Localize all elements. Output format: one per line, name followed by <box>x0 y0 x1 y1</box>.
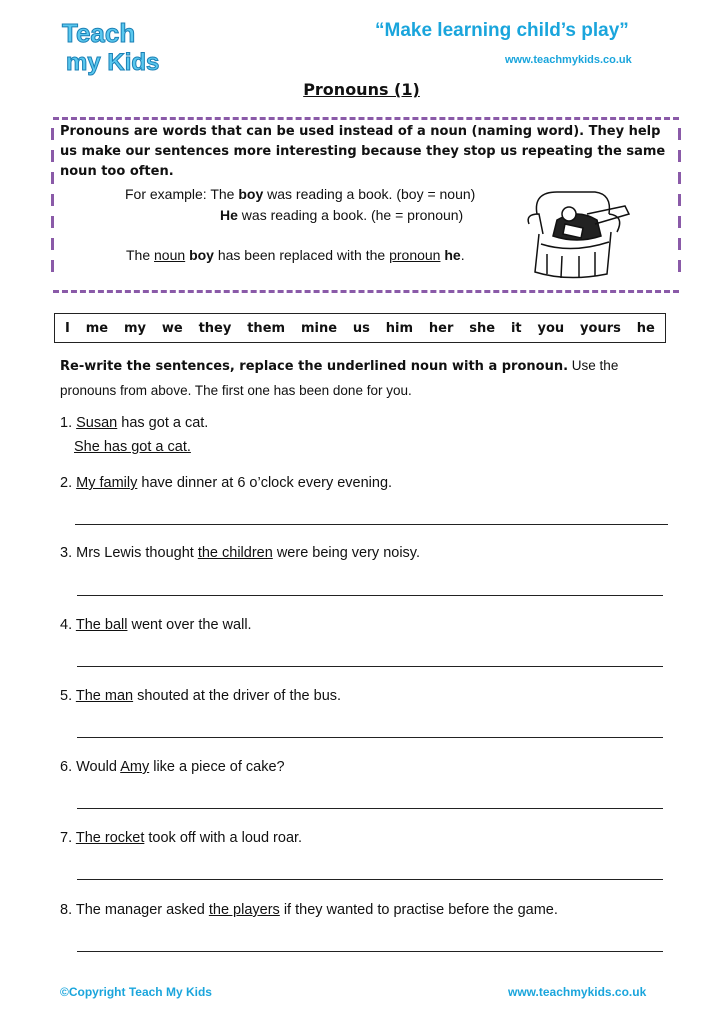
underlined-noun: The ball <box>75 617 128 633</box>
example-1-prefix: For example: The <box>125 186 239 202</box>
pronoun-word-bank <box>54 313 666 343</box>
question-number: 6. Would <box>60 759 121 775</box>
question-text: shouted at the driver of the bus. <box>133 688 342 704</box>
example-1-suffix: was reading a book. (boy = noun) <box>263 186 476 202</box>
pronoun-definition: Pronouns are words that can be used instead of a noun (naming word). They help us make our sentences more interesting because they stop us repeating the same noun too often. <box>60 124 666 179</box>
question-text: took off with a loud roar. <box>144 830 303 846</box>
underlined-noun: Susan <box>76 415 118 431</box>
explanation-part: The <box>126 247 155 263</box>
example-1-noun: boy <box>238 186 264 202</box>
question-text: went over the wall. <box>127 617 252 633</box>
example-explanation <box>126 247 465 263</box>
header-website-link[interactable]: www.teachmykids.co.uk <box>505 54 632 66</box>
question-number: 2. <box>60 475 77 491</box>
question-2 <box>60 475 392 491</box>
word-bank-item: she <box>469 320 496 336</box>
example-2-suffix: was reading a book. (he = pronoun) <box>237 207 464 223</box>
word-bank-item: us <box>352 320 370 336</box>
answer-line-3[interactable] <box>77 595 663 596</box>
page-title: Pronouns (1) <box>303 80 420 99</box>
question-text: if they wanted to practise before the game. <box>279 902 558 918</box>
footer-copyright: ©Copyright Teach My Kids <box>60 985 212 999</box>
question-8 <box>60 902 558 918</box>
explanation-he: he <box>444 247 461 263</box>
word-bank-item: him <box>385 320 414 336</box>
question-number: 4. <box>60 617 76 633</box>
question-number: 7. <box>60 830 76 846</box>
underlined-noun: My family <box>76 475 138 491</box>
question-number: 1. <box>60 415 77 431</box>
word-bank-item: he <box>636 320 655 336</box>
word-bank-item: you <box>537 320 565 336</box>
instructions-bold: Re-write the sentences, replace the underlined noun with a pronoun. <box>60 359 569 374</box>
underlined-noun: the players <box>208 902 280 918</box>
info-box-left-border <box>51 128 54 282</box>
explanation-noun-term: noun <box>154 247 186 263</box>
question-4 <box>60 617 252 633</box>
question-1 <box>60 415 208 431</box>
answer-line-8[interactable] <box>77 951 663 952</box>
answer-line-6[interactable] <box>77 808 663 809</box>
word-bank-item: my <box>123 320 146 336</box>
answer-line-5[interactable] <box>77 737 663 738</box>
explanation-part: has been replaced with the <box>213 247 390 263</box>
question-text: have dinner at 6 o’clock every evening. <box>137 475 393 491</box>
question-1-answer: She has got a cat. <box>74 439 191 455</box>
word-bank-item: them <box>247 320 286 336</box>
example-2-pronoun: He <box>220 207 238 223</box>
underlined-noun: The man <box>75 688 134 704</box>
teach-my-kids-logo <box>58 18 166 76</box>
answer-line-2[interactable] <box>75 524 668 525</box>
word-bank-item: me <box>85 320 109 336</box>
question-6 <box>60 759 285 775</box>
question-number: 5. <box>60 688 76 704</box>
instructions-rest: Use the pronouns from above. The first one has been done for you. <box>60 358 619 398</box>
word-bank-item: we <box>161 320 183 336</box>
word-bank-item: they <box>198 320 232 336</box>
word-bank-item: it <box>510 320 522 336</box>
question-number: 8. The manager asked <box>60 902 209 918</box>
question-text: has got a cat. <box>117 415 209 431</box>
word-bank-item: I <box>65 320 70 336</box>
underlined-noun: The rocket <box>75 830 145 846</box>
question-7 <box>60 830 302 846</box>
underlined-noun: Amy <box>120 759 150 775</box>
instructions <box>60 354 670 403</box>
question-text: were being very noisy. <box>272 545 421 561</box>
slogan: “Make learning child’s play” <box>375 20 629 41</box>
boy-reading-illustration <box>517 184 637 284</box>
question-5 <box>60 688 341 704</box>
question-text: like a piece of cake? <box>149 759 285 775</box>
explanation-part: . <box>460 247 465 263</box>
answer-line-7[interactable] <box>77 879 663 880</box>
example-line-1 <box>125 186 475 202</box>
word-bank-item: yours <box>580 320 621 336</box>
explanation-boy: boy <box>189 247 214 263</box>
explanation-pronoun-term: pronoun <box>389 247 441 263</box>
word-bank-item: mine <box>300 320 338 336</box>
underlined-noun: the children <box>197 545 273 561</box>
word-bank-item: her <box>428 320 454 336</box>
question-number: 3. Mrs Lewis thought <box>60 545 198 561</box>
example-line-2 <box>220 207 463 223</box>
answer-line-4[interactable] <box>77 666 663 667</box>
footer-website-link[interactable]: www.teachmykids.co.uk <box>508 985 647 999</box>
logo-text-teach: Teach <box>62 18 136 48</box>
info-box-right-border <box>678 128 681 282</box>
question-3 <box>60 545 420 561</box>
logo-text-mykids: my Kids <box>66 49 160 76</box>
